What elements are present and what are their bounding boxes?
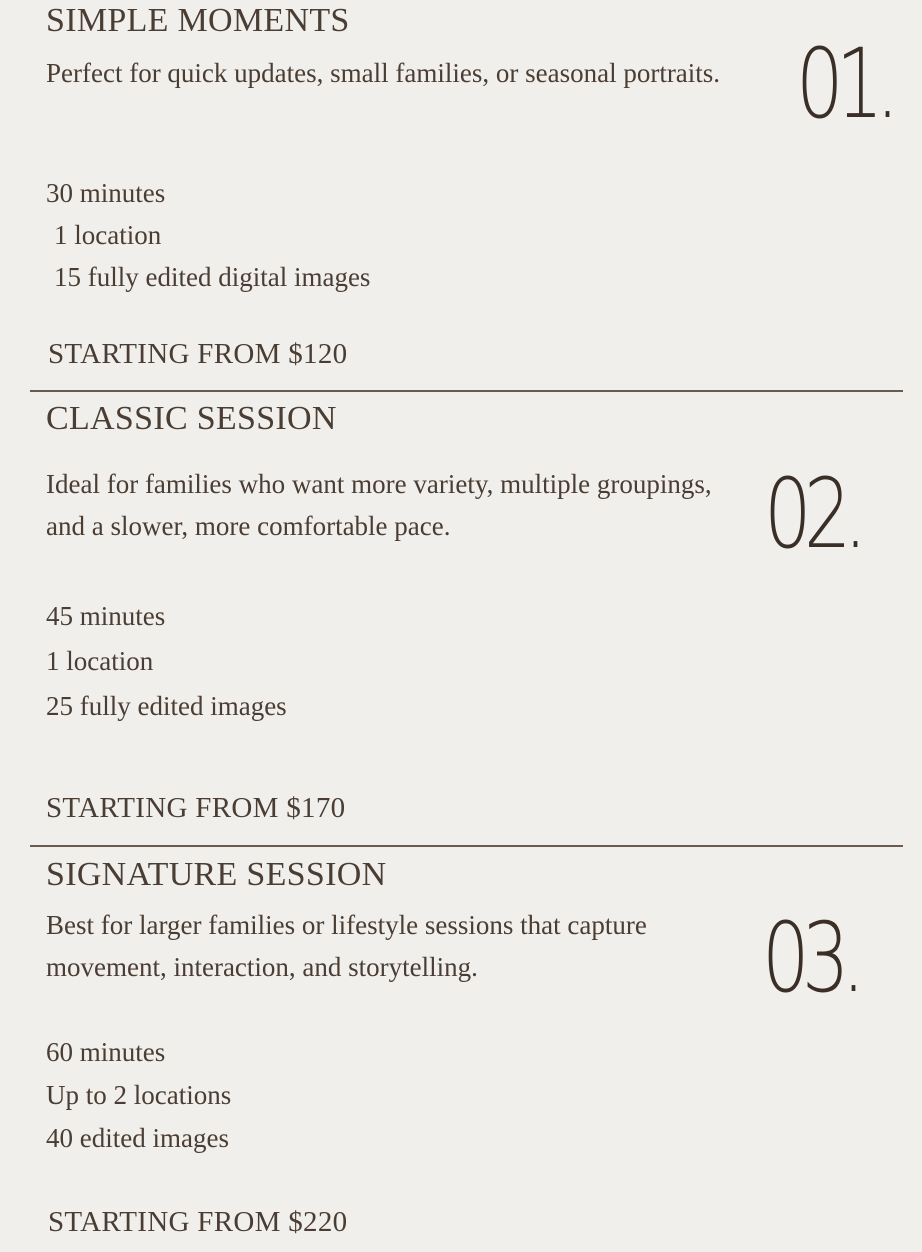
section-divider xyxy=(30,845,903,847)
package-price: STARTING FROM $170 xyxy=(46,792,346,824)
package-price: STARTING FROM $120 xyxy=(48,338,348,370)
feature-duration: 30 minutes xyxy=(46,178,166,208)
feature-location: 1 location xyxy=(54,220,162,250)
package-number: 01. xyxy=(796,28,892,140)
feature-images: 25 fully edited images xyxy=(46,691,287,721)
package-title: SIMPLE MOMENTS xyxy=(46,2,350,39)
feature-location: 1 location xyxy=(46,646,154,676)
package-number: 03. xyxy=(762,902,858,1014)
feature-images: 40 edited images xyxy=(46,1123,229,1153)
package-description: Ideal for families who want more variety, multiple groupings, and a slower, more comfortable pace. xyxy=(46,469,712,541)
section-divider xyxy=(30,390,903,392)
feature-duration: 60 minutes xyxy=(46,1037,166,1067)
feature-location: Up to 2 locations xyxy=(46,1080,232,1110)
feature-images: 15 fully edited digital images xyxy=(54,262,371,292)
package-description: Perfect for quick updates, small families, or seasonal portraits. xyxy=(46,58,721,88)
package-number: 02. xyxy=(764,458,860,570)
feature-duration: 45 minutes xyxy=(46,601,166,631)
package-price: STARTING FROM $220 xyxy=(48,1206,348,1238)
package-title: SIGNATURE SESSION xyxy=(46,856,387,893)
package-title: CLASSIC SESSION xyxy=(46,400,337,437)
package-description: Best for larger families or lifestyle sessions that capture movement, interaction, and storytelling. xyxy=(46,910,647,982)
